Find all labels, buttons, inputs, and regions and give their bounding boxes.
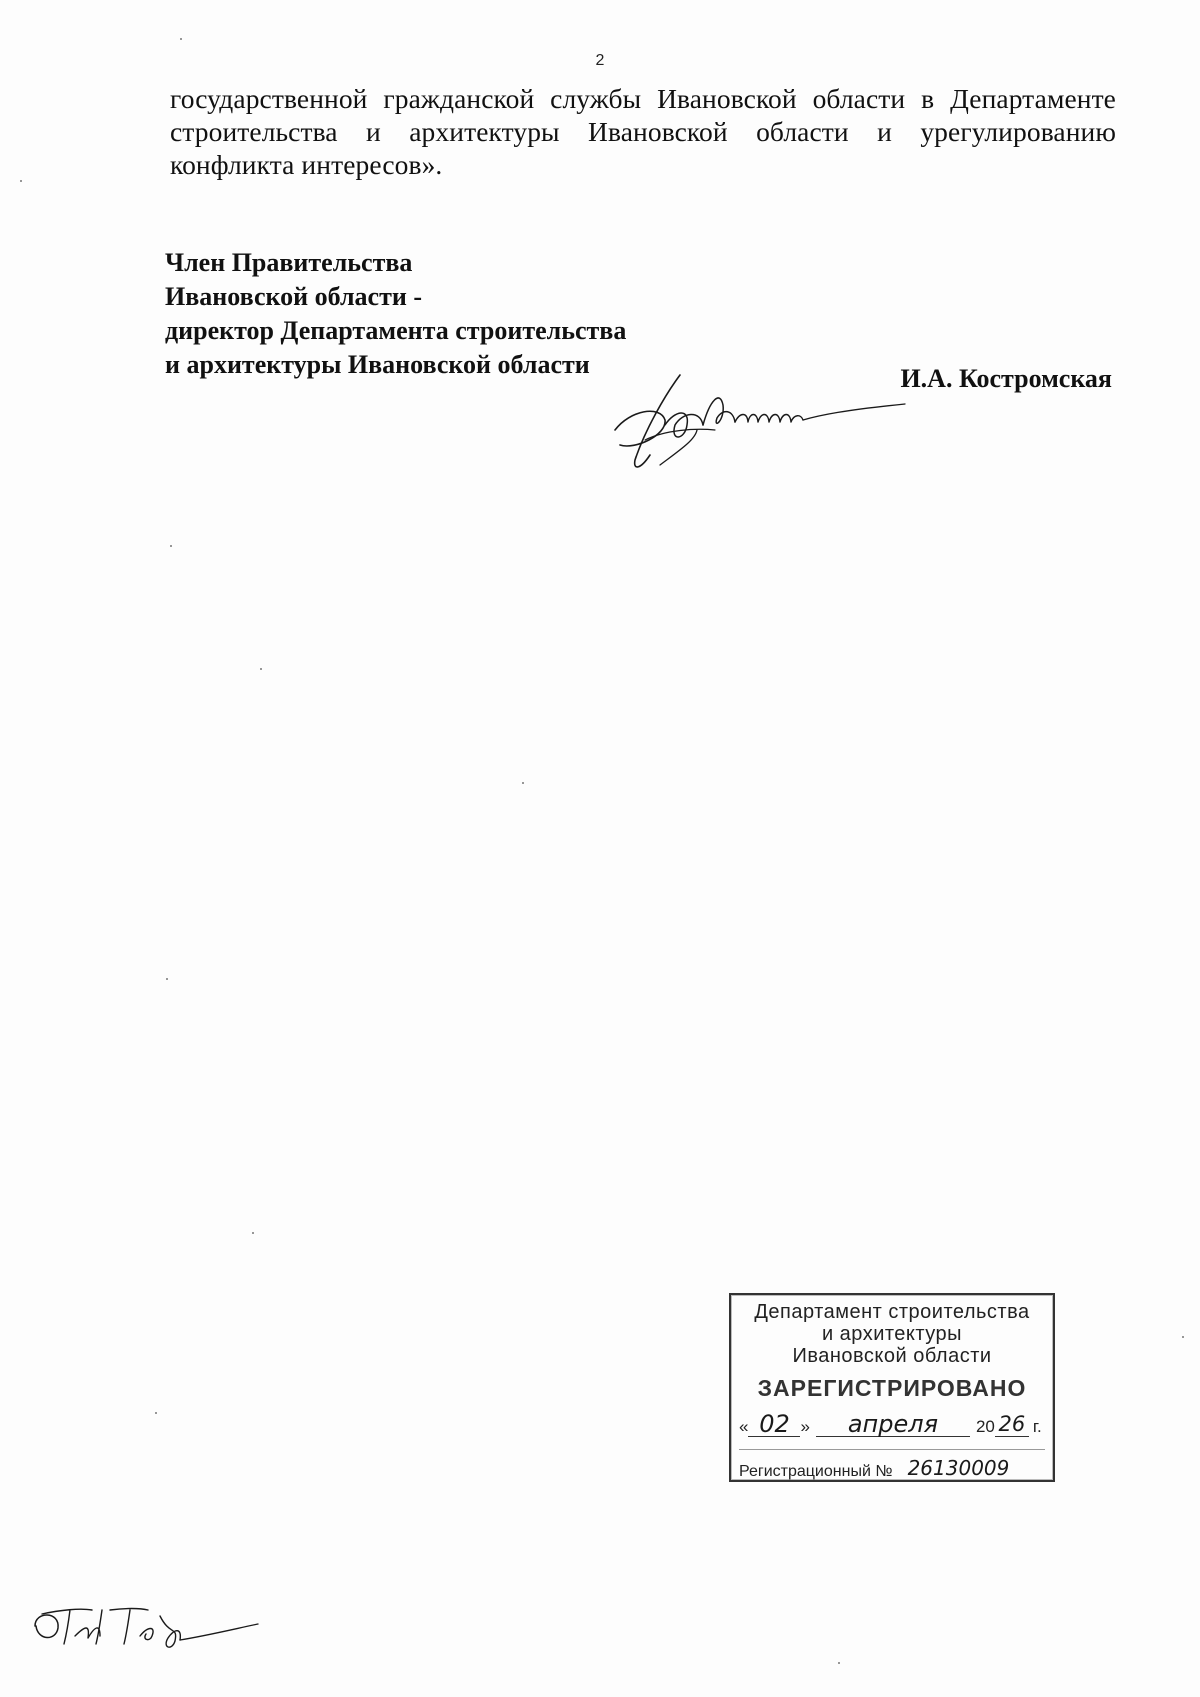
- signer-title: [165, 246, 626, 382]
- stamp-status: ЗАРЕГИСТРИРОВАНО: [757, 1375, 1027, 1401]
- signature-image: [605, 370, 925, 480]
- scan-speck: [838, 1662, 840, 1664]
- date-day: 02: [748, 1412, 800, 1437]
- date-close-quote: »: [800, 1417, 810, 1436]
- stamp-org-line: и архитектуры: [821, 1323, 963, 1345]
- stamp-reg-row: [739, 1449, 1045, 1481]
- scan-speck: [20, 180, 22, 182]
- date-year-prefix: 20: [975, 1417, 995, 1436]
- registration-stamp: [729, 1293, 1055, 1482]
- scan-speck: [252, 1232, 254, 1234]
- page-number: 2: [595, 52, 605, 69]
- signer-title-line: Член Правительства: [165, 248, 413, 277]
- scan-speck: [166, 978, 168, 980]
- scan-speck: [170, 545, 172, 547]
- initials-signature-image: [30, 1596, 260, 1656]
- date-year-suffix: 26: [995, 1412, 1029, 1437]
- date-open-quote: «: [739, 1417, 749, 1436]
- signer-name: И.А. Костромская: [900, 364, 1112, 393]
- date-year-unit: г.: [1032, 1417, 1042, 1436]
- stamp-org-line: Ивановской области: [792, 1345, 992, 1367]
- signer-title-line: и архитектуры Ивановской области: [165, 350, 590, 379]
- reg-number-value: 26130009: [898, 1456, 1018, 1481]
- scan-speck: [260, 668, 262, 670]
- date-month: апреля: [816, 1412, 970, 1437]
- signer-title-line: директор Департамента строительства: [165, 316, 627, 345]
- reg-number-label: Регистрационный №: [739, 1463, 893, 1480]
- stamp-org-line: Департамент строительства: [754, 1301, 1030, 1323]
- body-paragraph: государственной гражданской службы Ивановской области в Департаменте строительства и архитектуры Ивановской области и урегулированию конфликта интересов».: [170, 83, 1116, 180]
- scan-speck: [1182, 1336, 1184, 1338]
- stamp-date: [739, 1412, 1045, 1437]
- scan-speck: [155, 1412, 157, 1414]
- scan-speck: [522, 782, 524, 784]
- signer-title-line: Ивановской области -: [165, 282, 423, 311]
- scan-speck: [180, 38, 182, 40]
